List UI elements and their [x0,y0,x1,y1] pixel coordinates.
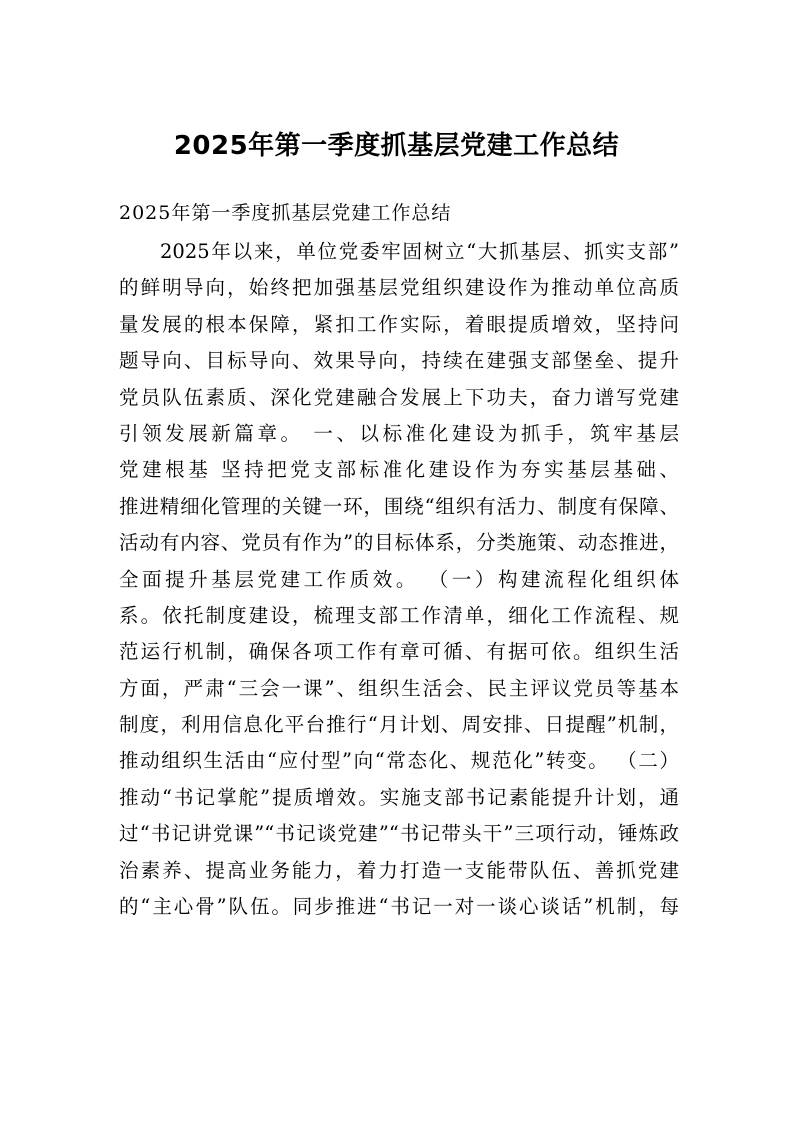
body-line: 的鲜明导向，始终把加强基层党组织建设作为推动单位高质 [119,276,679,300]
body-line: 过“书记讲党课”“书记谈党建”“书记带头干”三项行动，锤炼政 [119,822,679,846]
body-line: 治素养、提高业务能力，着力打造一支能带队伍、善抓党建 [119,858,679,882]
body-line: 量发展的根本保障，紧扣工作实际，着眼提质增效，坚持问 [119,312,679,336]
document-title: 2025年第一季度抓基层党建工作总结 [173,131,620,161]
body-line: 党员队伍素质、深化党建融合发展上下功夫，奋力谱写党建 [119,385,679,409]
body-line: 推动组织生活由“应付型”向“常态化、规范化”转变。 （二） [119,749,679,773]
body-line: 范运行机制，确保各项工作有章可循、有据可依。组织生活 [119,640,679,664]
body-line: 方面，严肃“三会一课”、组织生活会、民主评议党员等基本 [119,676,679,700]
body-line: 制度，利用信息化平台推行“月计划、周安排、日提醒”机制， [119,713,679,737]
document-body [119,234,679,925]
body-line: 推进精细化管理的关键一环，围绕“组织有活力、制度有保障、 [119,494,679,518]
document-subtitle: 2025年第一季度抓基层党建工作总结 [119,202,452,224]
body-line: 推动“书记掌舵”提质增效。实施支部书记素能提升计划，通 [119,785,679,809]
body-line: 全面提升基层党建工作质效。 （一）构建流程化组织体 [119,567,679,591]
body-line: 题导向、目标导向、效果导向，持续在建强支部堡垒、提升 [119,349,679,373]
body-line: 2025年以来，单位党委牢固树立“大抓基层、抓实支部” [160,240,679,263]
body-line: 的“主心骨”队伍。同步推进“书记一对一谈心谈话”机制，每 [119,895,679,919]
body-line: 活动有内容、党员有作为”的目标体系，分类施策、动态推进， [119,531,679,555]
body-line: 引领发展新篇章。 一、以标准化建设为抓手，筑牢基层 [119,421,679,445]
body-line: 党建根基 坚持把党支部标准化建设作为夯实基层基础、 [119,458,679,482]
body-line: 系。依托制度建设，梳理支部工作清单，细化工作流程、规 [119,603,679,627]
